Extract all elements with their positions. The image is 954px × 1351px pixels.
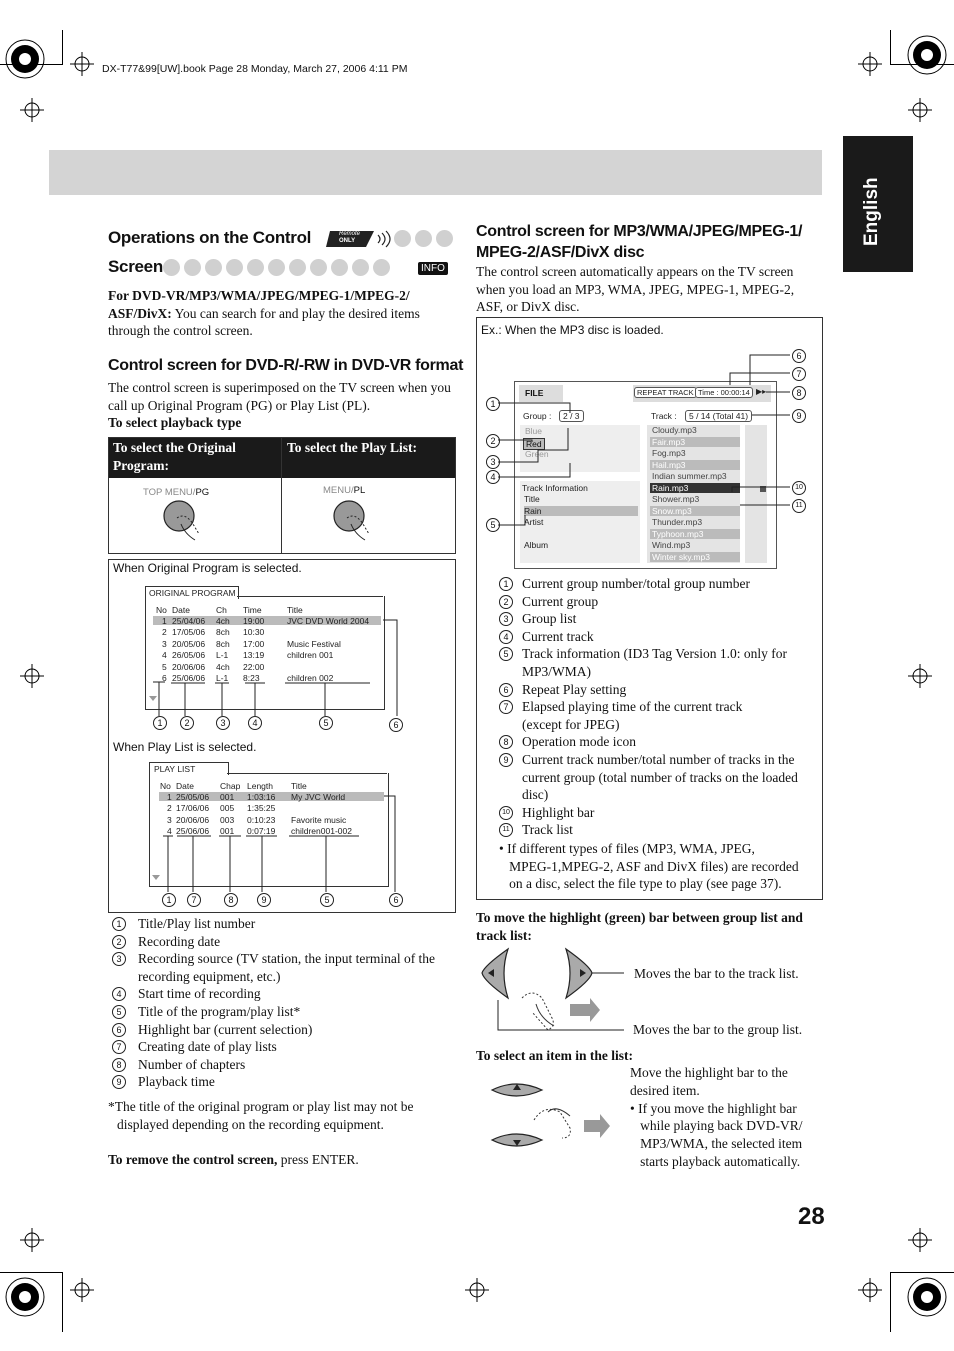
legend-text: Highlight bar — [522, 804, 595, 820]
legend-number: 11 — [499, 823, 513, 837]
legend-text: Playback time — [138, 1074, 215, 1090]
legend-number: 9 — [112, 1075, 126, 1089]
table-cell: 3 — [162, 638, 167, 649]
crosshair-icon — [70, 52, 94, 76]
legend-number: 6 — [112, 1023, 126, 1037]
note-line: on a disc, select the file type to play (see page 37). — [499, 876, 782, 892]
track-value: 5 / 14 (Total 41) — [685, 410, 752, 422]
table-cell: 1 — [162, 616, 167, 626]
legend-item — [499, 628, 819, 646]
legend-item — [499, 751, 819, 769]
table-cell: 17/06/06 — [176, 803, 210, 814]
table-cell: Music Festival — [287, 638, 341, 649]
top-menu-button[interactable] — [159, 496, 209, 544]
table-cell: children001-002 — [291, 826, 352, 837]
table-cell: 13:19 — [243, 650, 265, 661]
track-list-item: Hail.mp3 — [650, 460, 740, 470]
group-list-item: Red — [523, 438, 545, 450]
table-cell: 4ch — [216, 616, 230, 626]
note-line: MPEG-1,MPEG-2, ASF and DivX files) are recorded — [499, 858, 799, 874]
table-cell: 5 — [162, 661, 167, 672]
track-label: Track : — [651, 411, 677, 421]
highlight-bar-track: Rain.mp3 — [650, 483, 740, 493]
table-cell: children 001 — [287, 650, 334, 661]
track-list-item: Thunder.mp3 — [652, 517, 703, 527]
title-dots-row1 — [394, 229, 457, 247]
language-tab-label: English — [861, 177, 882, 246]
track-info-row: Rain — [524, 506, 638, 516]
table-cell: 4ch — [216, 661, 230, 672]
legend-item — [499, 716, 819, 734]
track-info-row: Title — [524, 494, 540, 504]
group-list-item: Green — [525, 449, 549, 459]
table-cell: Favorite music — [291, 814, 347, 825]
legend-item — [112, 1003, 452, 1021]
screen2-caption: When Play List is selected. — [113, 740, 257, 754]
select-playback-label: To select playback type — [108, 415, 242, 430]
legend-text: disc) — [522, 787, 549, 803]
legend-text: Number of chapters — [138, 1056, 246, 1072]
crosshair-icon — [20, 1228, 44, 1252]
legend-item — [499, 610, 819, 628]
repeat-setting: REPEAT TRACK — [634, 387, 697, 398]
legend-text: MP3/WMA) — [522, 664, 592, 679]
table-col2-header: To select the Play List: — [287, 440, 417, 455]
legend-item — [112, 985, 452, 1003]
table-cell: 17/05/06 — [172, 627, 206, 638]
crosshair-icon — [70, 1278, 94, 1302]
legend-number: 8 — [499, 735, 513, 749]
registration-target-icon — [4, 1276, 46, 1318]
crosshair-icon — [858, 1278, 882, 1302]
registration-target-icon — [906, 34, 948, 76]
legend-number: 2 — [499, 595, 513, 609]
remove-control-screen: To remove the control screen, press ENTER. — [108, 1152, 359, 1167]
screen2-tab: PLAY LIST — [154, 764, 196, 774]
table-cell: 001 — [220, 792, 235, 802]
table-cell: 22:00 — [243, 661, 265, 672]
legend-text: Title/Play list number — [138, 916, 256, 931]
table-cell: 8ch — [216, 638, 230, 649]
footnote-line2: displayed depending on the recording equipment. — [117, 1117, 384, 1132]
legend-item — [112, 933, 452, 951]
table-cell: 25/06/06 — [172, 673, 206, 683]
select-item-heading: To select an item in the list: — [476, 1048, 633, 1063]
legend-number: 7 — [112, 1040, 126, 1054]
left-intro: For DVD-VR/MP3/WMA/JPEG/MPEG-1/MPEG-2/ ASF/DivX: You can search for and play the desired items through the control screen. — [108, 288, 420, 338]
group-label: Group : — [523, 411, 552, 421]
legend-text: (except for JPEG) — [522, 716, 620, 732]
legend-number: 8 — [112, 1058, 126, 1072]
legend-text: Elapsed playing time of the current track — [522, 699, 743, 715]
screen1-callout-lines — [145, 586, 415, 726]
crosshair-icon — [20, 664, 44, 688]
select-text-line: MP3/WMA, the selected item — [630, 1136, 803, 1152]
table-cell: 003 — [220, 814, 235, 825]
dvdvr-para: The control screen is superimposed on the TV screen when you call up Original Program (PG) or Play List (PL). — [108, 380, 451, 413]
table-cell: 19:00 — [243, 616, 265, 626]
table-cell: 25/06/06 — [176, 826, 210, 837]
table-cell: 1:35:25 — [247, 803, 276, 814]
legend-item — [499, 575, 819, 593]
track-list-item: Shower.mp3 — [652, 494, 700, 504]
legend-number: 3 — [499, 612, 513, 626]
track-list-item: Snow.mp3 — [650, 506, 740, 516]
original-program-screen: ORIGINAL PROGRAM No Date Ch Time Title 1 25/04/06 4ch 19:00 JVC DVD World 2004 2 17/05/06 8ch 10:30 3 20/05/06 8ch 17:00 Music Festival 4 26/05/06 L-1 13:19 children 001 5 20/06/06 4ch 22:00 6 25/06/06 L-1 8:23 children 002 — [145, 586, 385, 711]
legend-item — [499, 786, 819, 804]
legend-text: Highlight bar (current selection) — [138, 1021, 313, 1037]
legend-item — [499, 681, 819, 699]
legend-number: 5 — [112, 1005, 126, 1019]
table-cell: 25/04/06 — [172, 616, 206, 626]
crosshair-icon — [908, 1228, 932, 1252]
table-cell: 10:30 — [243, 627, 265, 638]
file-mode-label: FILE — [525, 388, 544, 398]
mp3-example-caption: Ex.: When the MP3 disc is loaded. — [481, 323, 664, 337]
table-cell: 2 — [167, 803, 172, 814]
legend-item — [499, 733, 819, 751]
table-cell: 25/05/06 — [176, 792, 210, 802]
screen1-tab: ORIGINAL PROGRAM — [149, 588, 236, 598]
registration-target-icon — [4, 38, 46, 80]
legend-item — [112, 1038, 452, 1056]
table-col1-header: To select the Original Program: — [113, 440, 236, 473]
track-info-heading: Track Information — [522, 483, 588, 493]
legend-number: 1 — [499, 577, 513, 591]
table-cell: 6 — [162, 673, 167, 683]
legend-text: Group list — [522, 611, 577, 627]
legend-text: recording equipment, etc.) — [138, 968, 281, 984]
table-cell: JVC DVD World 2004 — [287, 616, 370, 626]
crosshair-icon — [20, 98, 44, 122]
legend-item — [112, 1021, 452, 1039]
track-list-item: Winter sky.mp3 — [650, 552, 740, 562]
cursor-up-down-icon[interactable] — [488, 1076, 612, 1156]
table-cell: 17:00 — [243, 638, 265, 649]
legend-text: Recording date — [138, 933, 221, 949]
remote-only-badge: Remote ONLY — [326, 229, 392, 249]
move-to-track-list: Moves the bar to the track list. — [634, 966, 799, 981]
crosshair-icon — [858, 52, 882, 76]
legend-number: 7 — [499, 700, 513, 714]
table-cell: 8:23 — [243, 673, 260, 683]
legend-number: 10 — [499, 806, 513, 820]
legend-number: 1 — [112, 917, 126, 931]
legend-item — [499, 645, 819, 663]
legend-text: Start time of recording — [138, 986, 261, 1002]
track-list-item: Cloudy.mp3 — [652, 425, 697, 435]
group-list-item: Blue — [525, 426, 543, 436]
track-list-item: Fair.mp3 — [650, 437, 740, 447]
note-line: • If different types of files (MP3, WMA, JPEG, — [499, 841, 755, 856]
table-cell: 1:03:16 — [247, 792, 276, 802]
table-cell: 2 — [162, 627, 167, 638]
dvdvr-subhead: Control screen for DVD-R/-RW in DVD-VR format — [108, 357, 464, 374]
table-cell: 005 — [220, 803, 235, 814]
move-to-group-list: Moves the bar to the group list. — [633, 1022, 803, 1037]
legend-number: 4 — [112, 987, 126, 1001]
legend-number: 4 — [499, 630, 513, 644]
section-title-line1: Operations on the Control — [108, 228, 312, 247]
legend-text: Recording source (TV station, the input terminal of the — [138, 951, 436, 967]
table-cell: 8ch — [216, 627, 230, 638]
table-cell: 0:10:23 — [247, 814, 276, 825]
select-text-line: • If you move the highlight bar — [630, 1100, 797, 1116]
top-menu-label: TOP MENU/PG — [143, 487, 210, 498]
mp3-para: The control screen automatically appears on the TV screen when you load an MP3, WMA, JPEG, MPEG-1, MPEG-2, ASF, or DivX disc. — [476, 264, 795, 314]
info-badge: INFO — [418, 262, 448, 275]
select-text-line: while playing back DVD-VR/ — [630, 1118, 803, 1134]
crosshair-icon — [465, 1278, 489, 1302]
legend-item — [499, 821, 819, 839]
crosshair-icon — [908, 98, 932, 122]
legend-number: 2 — [112, 935, 126, 949]
table-cell: 4 — [162, 650, 167, 661]
track-list-item: Typhoon.mp3 — [650, 529, 740, 539]
legend-number: 9 — [499, 753, 513, 767]
section-title-line2: Screen — [108, 257, 163, 276]
page-number: 28 — [798, 1203, 825, 1230]
legend-number: 5 — [499, 647, 513, 661]
table-cell: My JVC World — [291, 792, 346, 802]
select-text-line: Move the highlight bar to the — [630, 1065, 788, 1080]
select-text-line: desired item. — [630, 1082, 700, 1098]
track-list-item: Fog.mp3 — [652, 448, 686, 458]
table-cell: 20/05/06 — [172, 638, 206, 649]
table-cell: 26/05/06 — [172, 650, 206, 661]
move-bar-heading: To move the highlight (green) bar between group list and track list: — [476, 910, 803, 943]
table-cell: 20/06/06 — [172, 661, 206, 672]
play-list-screen: PLAY LIST No Date Chap Length Title 1 25/05/06 001 1:03:16 My JVC World 2 17/06/06 005 1:35:25 3 20/06/06 003 0:10:23 Favorite music 4 25/06/06 001 0:07:19 children001-002 — [149, 762, 389, 888]
legend-item — [499, 769, 819, 787]
legend-item — [112, 950, 452, 968]
legend-item — [499, 698, 819, 716]
legend-item — [112, 1056, 452, 1074]
legend-number: 3 — [112, 952, 126, 966]
legend-item — [112, 915, 452, 933]
legend-item — [112, 968, 452, 986]
header-band — [49, 150, 822, 195]
table-cell: L-1 — [216, 673, 229, 683]
table-cell: 20/06/06 — [176, 814, 210, 825]
select-text-line: starts playback automatically. — [630, 1154, 801, 1169]
legend-text: Current group — [522, 593, 599, 609]
footnote-line1: *The title of the original program or play list may not be — [108, 1099, 414, 1114]
track-info-row: Artist — [524, 517, 544, 527]
cursor-left-right-icon[interactable] — [478, 946, 624, 1034]
screen1-caption: When Original Program is selected. — [113, 561, 302, 575]
elapsed-time: Time : 00:00:14 — [695, 387, 753, 398]
legend-item — [112, 1073, 452, 1091]
legend-text: Title of the program/play list* — [138, 1004, 301, 1019]
table-cell: L-1 — [216, 650, 229, 661]
legend-item — [499, 663, 819, 681]
legend-text: Operation mode icon — [522, 734, 636, 750]
registration-target-icon — [906, 1276, 948, 1318]
legend-text: Current track number/total number of tracks in the — [522, 752, 795, 767]
menu-label: MENU/PL — [323, 485, 366, 496]
legend-item — [499, 804, 819, 822]
running-header: DX-T77&99[UW].book Page 28 Monday, March 27, 2006 4:11 PM — [102, 63, 408, 75]
legend-text: Current group number/total group number — [522, 576, 750, 591]
track-list-item: Wind.mp3 — [652, 540, 691, 550]
screen2-callout-lines — [149, 762, 419, 902]
track-list-item: Indian summer.mp3 — [652, 471, 727, 481]
playback-type-table — [108, 437, 456, 554]
language-tab — [843, 136, 913, 272]
legend-item — [499, 593, 819, 611]
legend-number: 6 — [499, 683, 513, 697]
crosshair-icon — [908, 664, 932, 688]
legend-text: Track list — [522, 822, 573, 838]
table-cell: 3 — [167, 814, 172, 825]
table-cell: 1 — [167, 792, 172, 802]
legend-text: Current track — [522, 628, 594, 644]
menu-button[interactable] — [329, 496, 379, 544]
legend-text: Repeat Play setting — [522, 681, 627, 697]
mp3-callout-lines — [480, 345, 810, 585]
play-mode-icon: ▶▸ — [756, 387, 767, 396]
table-cell: children 002 — [287, 673, 334, 683]
legend-text: Track information (ID3 Tag Version 1.0: only for — [522, 646, 788, 662]
mp3-section-title: Control screen for MP3/WMA/JPEG/MPEG-1/ MPEG-2/ASF/DivX disc — [476, 223, 803, 261]
title-dots-row2 — [163, 258, 394, 276]
table-cell: 001 — [220, 826, 235, 837]
table-cell: 0:07:19 — [247, 826, 276, 837]
legend-text: Creating date of play lists — [138, 1039, 277, 1055]
table-cell: 4 — [167, 826, 172, 837]
track-info-row: Album — [524, 540, 549, 550]
legend-text: current group (total number of tracks on the loaded — [522, 769, 798, 785]
group-value: 2 / 3 — [559, 410, 584, 422]
